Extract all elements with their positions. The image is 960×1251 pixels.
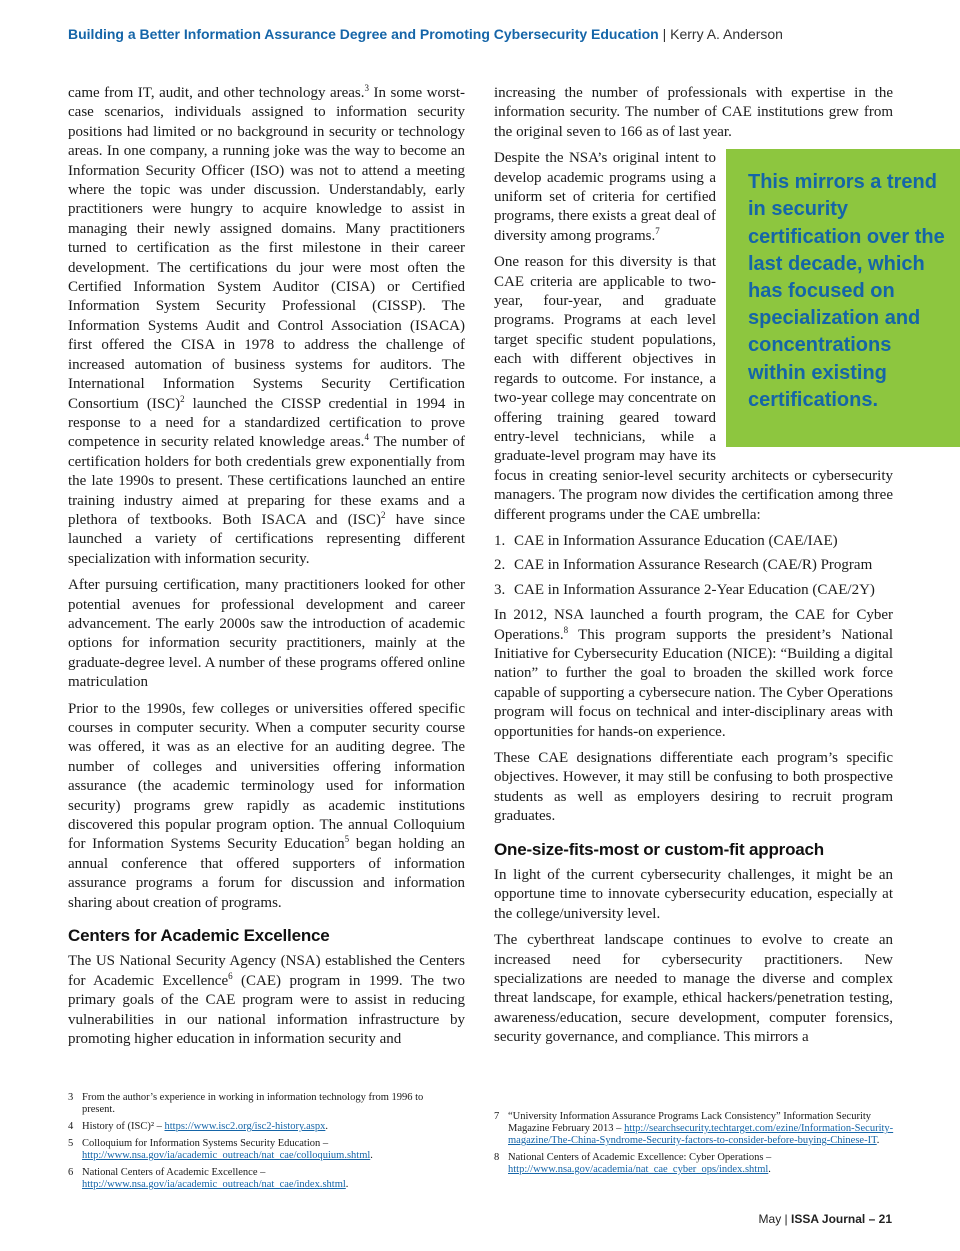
- footnotes-left: [68, 1092, 458, 1196]
- list-item: 1. CAE in Information Assurance Education (CAE/IAE): [494, 532, 838, 549]
- footnote: 4 History of (ISC)² – https://www.isc2.org/isc2-history.aspx.: [68, 1121, 329, 1132]
- paragraph: The US National Security Agency (NSA) established the Centers for Academic Excellence$^6$ (CAE) program in 1999. The two primary goals of the CAE program were to assist in reducing vulnerabilities in our national information infrastructure by promoting higher education in information security and: [68, 953, 465, 1048]
- header-separator: |: [662, 26, 667, 42]
- right-column: [494, 84, 945, 1055]
- paragraph: came from IT, audit, and other technology areas.$^3$ In some worst-case scenarios, individuals assigned to information security positions had limited or no background in security or technology areas. In one company, a running joke was the way to become an Information Security Officer (ISO) was not to attend a meeting where the topic was under discussion. Understandably, early practitioners were hungry to acquire knowledge to assist in managing their newly assigned domains. Many practitioners turned to certification as the first milestone in their career development. The certifications du jour were most often the Certified Information System Auditor (CISA) or Certified Information System Security Professional (CISSP). The Information Systems Audit and Control Association (ISACA) first offered the CISA in 1978 to address the challenge of increased automation of business systems for auditors. The International Information Systems Security Certification Consortium (ISC)$^2$ launched the CISSP credential in 1994 in response to a need for a standardized certification to prove competence in security related knowledge areas.$^4$ The number of certification holders for both credentials grew exponentially from the late 1990s to present. These certifications launched an entire training industry aimed at preparing for these exams and a plethora of textbooks. Both ISACA and (ISC)$^2$ have since launched a variety of certifications representing different specialization with information security.: [68, 83, 465, 567]
- footnote-link[interactable]: http://www.nsa.gov/ia/academic_outreach/nat_cae/colloquium.shtml: [82, 1150, 371, 1161]
- list-item: 3. CAE in Information Assurance 2-Year Education (CAE/2Y): [494, 581, 875, 598]
- footer-separator: |: [784, 1212, 788, 1226]
- paragraph: In light of the current cybersecurity challenges, it might be an opportune time to innovate cybersecurity education, especially at the college/university level.: [494, 867, 893, 922]
- footnote-link[interactable]: http://searchsecurity.techtarget.com/ezine/Information-Security-magazine/The-China-Syndrome-Security-factors-to-consider-before-buying-Chinese-IT: [508, 1123, 894, 1146]
- paragraph: Despite the NSA’s original intent to develop academic programs using a uniform set of criteria for certified programs, there exists a great deal of diversity among programs.$^7$: [494, 150, 716, 244]
- footnote-link[interactable]: https://www.isc2.org/isc2-history.aspx: [164, 1121, 326, 1132]
- footnotes-right: [494, 1111, 894, 1181]
- list-item: 2. CAE in Information Assurance Research (CAE/R) Program: [494, 557, 873, 574]
- paragraph: In 2012, NSA launched a fourth program, the CAE for Cyber Operations.$^8$ This program supports the president’s National Initiative for Cybersecurity Education (NICE): “Building a digital nation” to further the goal to broaden the skilled work force capable of supporting a cybersecure nation. The Cyber Operations program will focus on technical and inter-disciplinary areas with opportunities for hands-on experience.: [494, 607, 893, 740]
- paragraph: After pursuing certification, many practitioners looked for other potential avenues for professional development and career advancement. The early 2000s saw the introduction of academic options for information security practitioners, mainly at the graduate-degree level. A number of these programs offered online matriculation: [68, 577, 465, 691]
- page-footer: [759, 1212, 892, 1226]
- section-heading: Centers for Academic Excellence: [68, 926, 330, 946]
- section-heading: One-size-fits-most or custom-fit approach: [494, 839, 824, 859]
- paragraph: increasing the number of professionals with expertise in the information security. The number of CAE institutions grew from the original seven to 166 as of last year.: [494, 85, 893, 140]
- footer-journal: ISSA Journal: [791, 1212, 866, 1226]
- running-header: [68, 26, 783, 42]
- footnote: 3 From the author’s experience in working in information technology from 1996 to present.: [68, 1092, 424, 1115]
- footnote: 8 National Centers of Academic Excellence: Cyber Operations – http://www.nsa.gov/academia/nat_cae_cyber_ops/index.shtml.: [494, 1152, 772, 1175]
- pull-quote: This mirrors a trend in security certification over the last decade, which has focused on specialization and concentrations within existing certifications.: [748, 171, 945, 411]
- footnote: 7 “University Information Assurance Programs Lack Consistency” Information Security Magazine February 2013 – http://searchsecurity.techtarget.com/ezine/Information-Security-magazine/The-China-Syndrome-Security-factors-to-consider-before-buying-Chinese-IT.: [494, 1111, 894, 1146]
- paragraph: These CAE designations differentiate each program’s specific objectives. However, it may still be confusing to both prospective students as well as employers desiring to recruit program graduates.: [494, 750, 893, 825]
- footnote: 6 National Centers of Academic Excellence – http://www.nsa.gov/ia/academic_outreach/nat_cae/index.shtml.: [68, 1167, 349, 1190]
- paragraph: Prior to the 1990s, few colleges or universities offered specific courses in computer security. When a computer security course was offered, it was as an elective for an auditing degree. The number of colleges and universities offering information assurance (the academic terminology used for information security) programs grew rapidly as academic institutions discovered this popular program option. The annual Colloquium for Information Systems Security Education$^5$ began holding an annual conference that offered supporters of information assurance programs a forum for discussion and information sharing about creation of programs.: [68, 700, 465, 911]
- pull-quote-box: [726, 149, 960, 447]
- left-column: [68, 84, 465, 1057]
- numbered-list: [494, 532, 893, 600]
- paragraph: The cyberthreat landscape continues to evolve to create an increased need for cybersecurity practitioners. New specializations are needed to manage the diverse and complex threat landscape, for example, ethical hackers/penetration testing, awareness/education, secure development, computer forensics, security governance, and compliance. This mirrors a: [494, 932, 893, 1046]
- footer-dash: –: [868, 1212, 876, 1226]
- footnote: 5 Colloquium for Information Systems Security Education – http://www.nsa.gov/ia/academic_outreach/nat_cae/colloquium.shtml.: [68, 1138, 373, 1161]
- paragraph: One reason for this diversity is that CAE criteria are applicable to two-year, four-year, and graduate programs. Programs at each level target specific student populations, each with different objectives in regards to outcome. For instance, a two-year college may concentrate on offering training geared toward entry-level technicians, while a graduate-level program may have its focus in creating senior-level security architects or cybersecurity managers. The program now divides the certification among three different programs under the CAE umbrella:: [494, 254, 893, 523]
- header-article-title: Building a Better Information Assurance Degree and Promoting Cybersecurity Education: [68, 26, 659, 42]
- footnote-link[interactable]: http://www.nsa.gov/ia/academic_outreach/nat_cae/index.shtml: [82, 1179, 346, 1190]
- footer-month: May: [758, 1212, 782, 1226]
- footnote-link[interactable]: http://www.nsa.gov/academia/nat_cae_cyber_ops/index.shtml: [508, 1164, 769, 1175]
- header-author: Kerry A. Anderson: [670, 26, 783, 42]
- page-number: 21: [878, 1212, 892, 1226]
